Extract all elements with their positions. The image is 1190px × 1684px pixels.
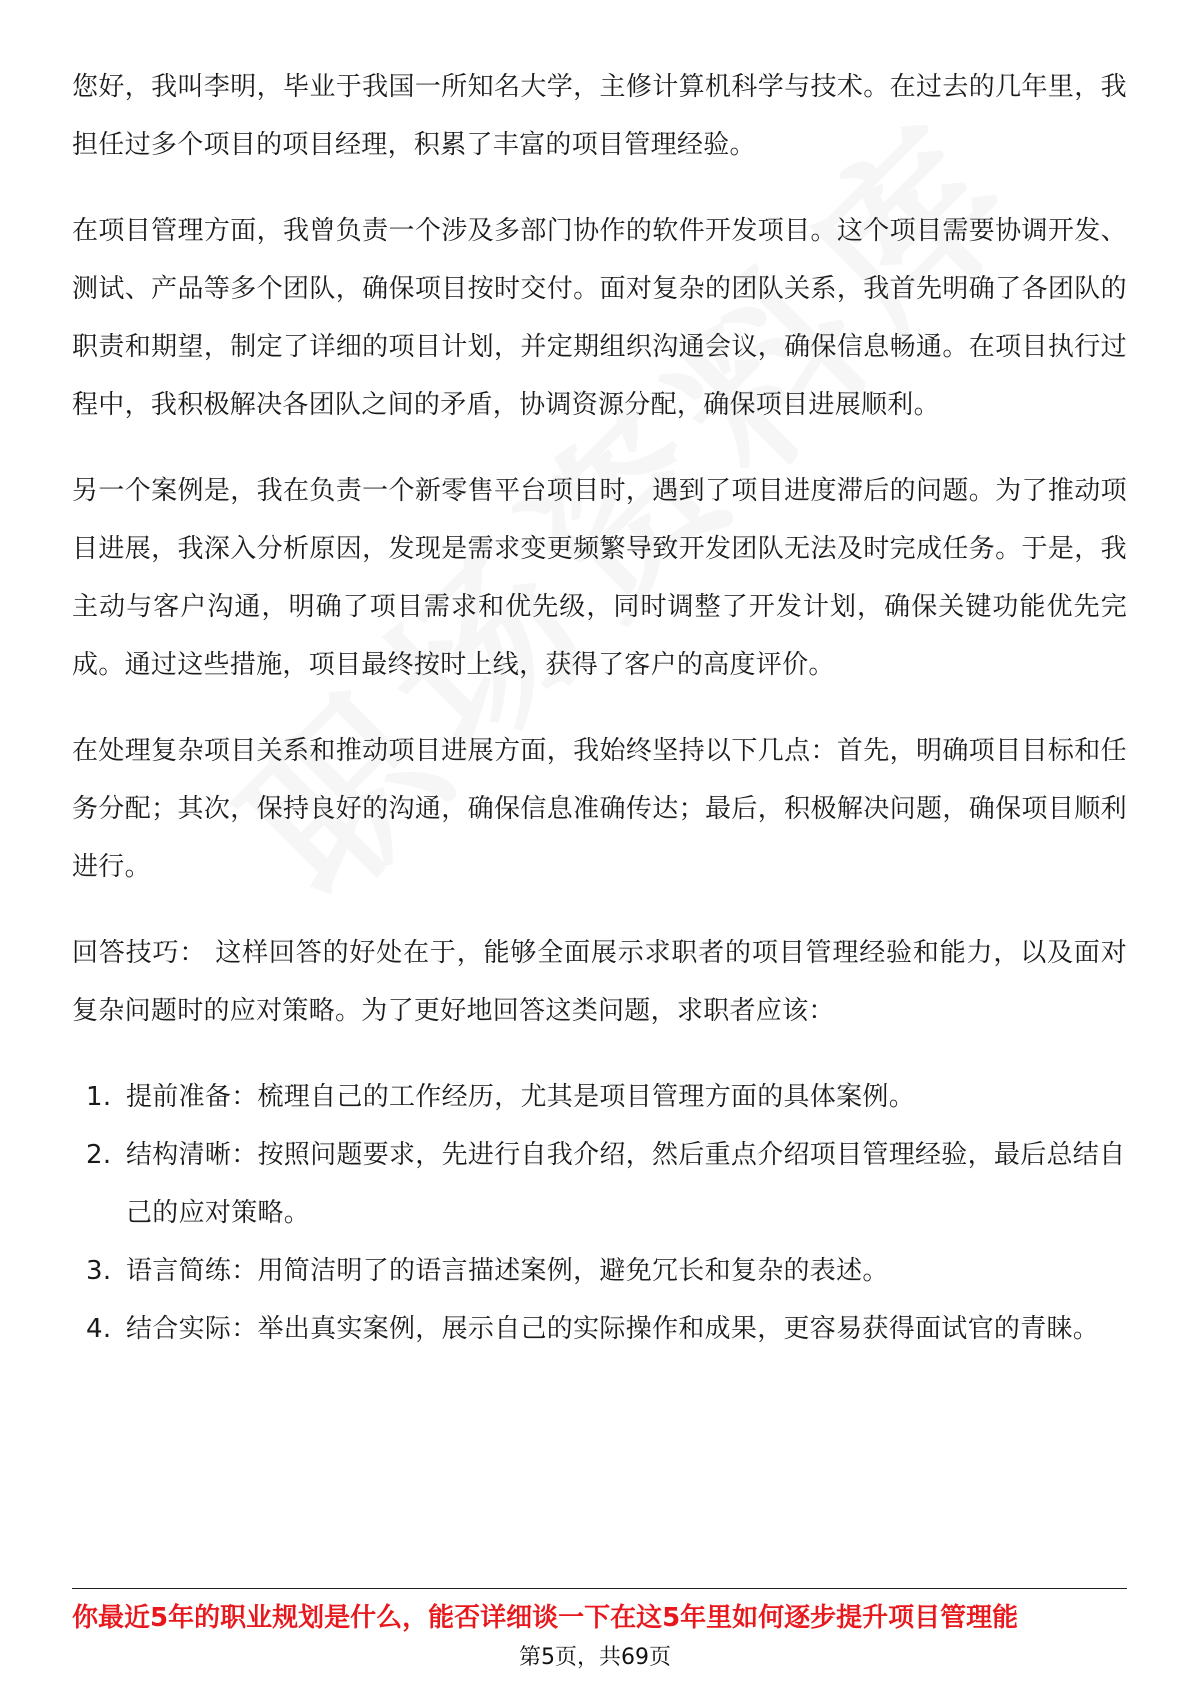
list-item — [72, 1300, 1127, 1358]
list-item-text: 提前准备：梳理自己的工作经历，尤其是项目管理方面的具体案例。 — [126, 1082, 916, 1112]
tips-list — [72, 1068, 1127, 1358]
list-item — [72, 1126, 1127, 1242]
paragraph-case-1: 在项目管理方面，我曾负责一个涉及多部门协作的软件开发项目。这个项目需要协调开发、测试、产品等多个团队，确保项目按时交付。面对复杂的团队关系，我首先明确了各团队的职责和期望，制定了详细的项目计划，并定期组织沟通会议，确保信息畅通。在项目执行过程中，我积极解决各团队之间的矛盾，协调资源分配，确保项目进展顺利。 — [72, 216, 1127, 420]
paragraph-answer-tips: 回答技巧： 这样回答的好处在于，能够全面展示求职者的项目管理经验和能力，以及面对复杂问题时的应对策略。为了更好地回答这类问题，求职者应该： — [72, 938, 1127, 1026]
page-number: 第5页，共69页 — [519, 1645, 671, 1670]
list-item — [72, 1242, 1127, 1300]
list-item-text: 结合实际：举出真实案例，展示自己的实际操作和成果，更容易获得面试官的青睐。 — [126, 1314, 1100, 1344]
paragraph-intro: 您好，我叫李明，毕业于我国一所知名大学，主修计算机科学与技术。在过去的几年里，我担任过多个项目的项目经理，积累了丰富的项目管理经验。 — [72, 72, 1127, 160]
page-content — [72, 58, 1127, 1358]
list-item-text: 结构清晰：按照问题要求，先进行自我介绍，然后重点介绍项目管理经验，最后总结自己的应对策略。 — [126, 1140, 1126, 1228]
section-divider — [72, 1588, 1127, 1589]
list-item-number: 3. — [86, 1256, 112, 1286]
list-item-text: 语言简练：用简洁明了的语言描述案例，避免冗长和复杂的表述。 — [126, 1256, 889, 1286]
list-item-number: 2. — [86, 1140, 112, 1170]
list-item-number: 1. — [86, 1082, 112, 1112]
paragraph-case-2: 另一个案例是，我在负责一个新零售平台项目时，遇到了项目进度滞后的问题。为了推动项目进展，我深入分析原因，发现是需求变更频繁导致开发团队无法及时完成任务。于是，我主动与客户沟通，明确了项目需求和优先级，同时调整了开发计划，确保关键功能优先完成。通过这些措施，项目最终按时上线，获得了客户的高度评价。 — [72, 476, 1127, 680]
next-question-heading: 你最近5年的职业规划是什么，能否详细谈一下在这5年里如何逐步提升项目管理能 — [72, 1603, 1019, 1633]
paragraph-principles: 在处理复杂项目关系和推动项目进展方面，我始终坚持以下几点：首先，明确项目目标和任务分配；其次，保持良好的沟通，确保信息准确传达；最后，积极解决问题，确保项目顺利进行。 — [72, 736, 1127, 882]
list-item-number: 4. — [86, 1314, 112, 1344]
list-item — [72, 1068, 1127, 1126]
